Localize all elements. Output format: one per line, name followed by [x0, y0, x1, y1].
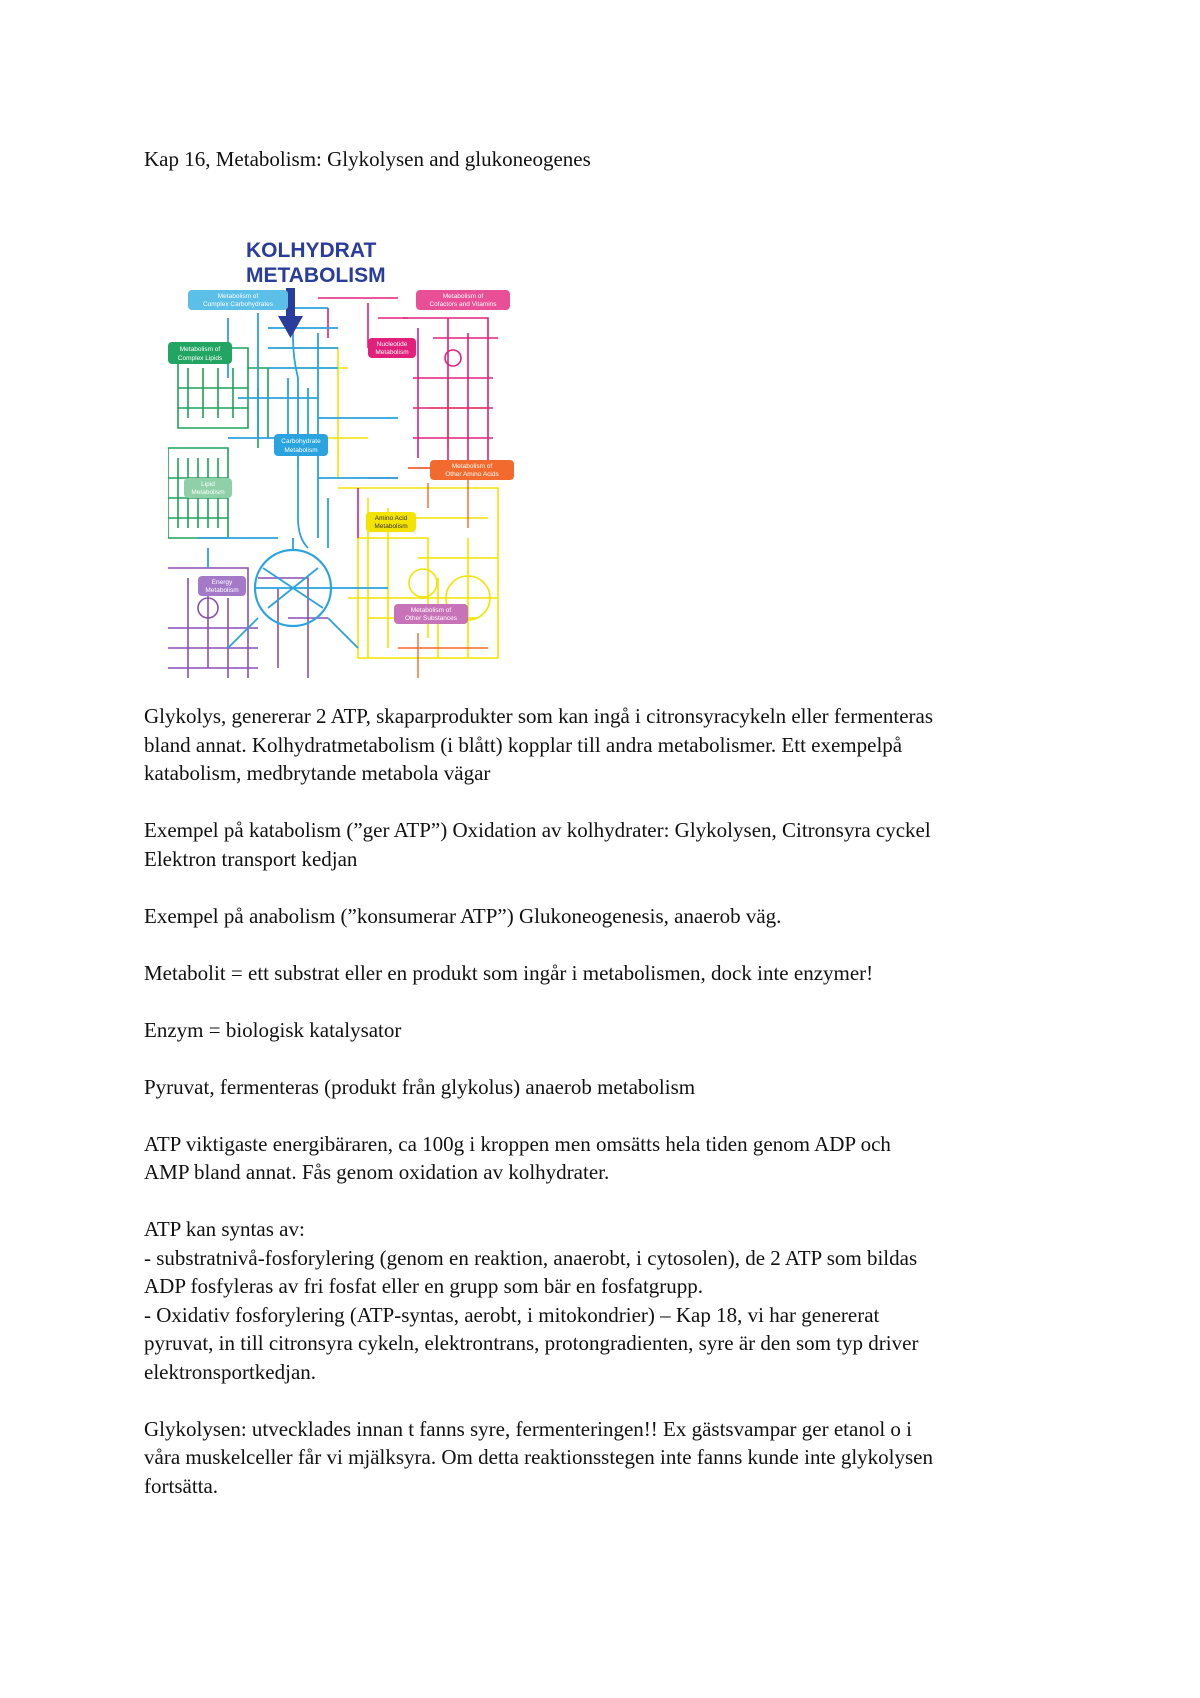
figure-title-line1: KOLHYDRAT [246, 239, 377, 262]
text-line: Elektron transport kedjan [144, 846, 358, 871]
label-other-amino [430, 460, 514, 480]
text-line: pyruvat, in till citronsyra cykeln, elektrontrans, protongradienten, syre är den som typ driver [144, 1331, 919, 1355]
text-line: - Oxidativ fosforylering (ATP-syntas, aerobt, i mitokondrier) – Kap 18, vi har genererat [144, 1302, 880, 1327]
figure-title-line2: METABOLISM [246, 264, 386, 287]
label-nucleotide [368, 338, 416, 358]
paragraph-anabolism [144, 902, 1084, 931]
paragraph-atp-syntes [144, 1215, 1084, 1386]
text-line: Glykolys, genererar 2 ATP, skaparprodukter som kan ingå i citronsyracykeln eller fermenteras [144, 704, 933, 728]
svg-text:Carbohydrate: Carbohydrate [281, 438, 321, 445]
text-line: fortsätta. [144, 1473, 219, 1498]
text-line: Pyruvat, fermenteras (produkt från glykolus) anaerob metabolism [144, 1074, 696, 1099]
text-line: Exempel på anabolism (”konsumerar ATP”) Glukoneogenesis, anaerob väg. [144, 903, 782, 928]
svg-text:Metabolism: Metabolism [284, 447, 318, 454]
text-line: katabolism, medbrytande metabola vägar [144, 761, 491, 785]
metabolism-map-figure [168, 238, 532, 678]
paragraph-enzym [144, 1016, 1084, 1045]
svg-text:Metabolism of: Metabolism of [179, 346, 221, 353]
label-lipid [184, 478, 232, 498]
svg-text:Metabolism of: Metabolism of [217, 293, 259, 300]
paragraph-katabolism [144, 816, 1084, 873]
paragraph-pyruvat [144, 1073, 1084, 1102]
energy-pathways [168, 568, 328, 678]
svg-text:Energy: Energy [211, 579, 233, 586]
document-title: Kap 16, Metabolism: Glykolysen and glukoneogenes [144, 147, 591, 171]
svg-text:Metabolism: Metabolism [205, 587, 239, 594]
metabolism-map [168, 238, 532, 678]
label-energy [198, 576, 246, 596]
svg-text:Metabolism of: Metabolism of [451, 463, 493, 470]
svg-text:Metabolism: Metabolism [191, 489, 225, 496]
label-amino-acid [366, 512, 416, 532]
svg-text:Nucleotide: Nucleotide [376, 341, 408, 348]
text-line: Exempel på katabolism (”ger ATP”) Oxidation av kolhydrater: Glykolysen, Citronsyra cyckel [144, 818, 931, 842]
svg-text:Cofactors and Vitamins: Cofactors and Vitamins [429, 301, 497, 308]
paragraph-glykolys [144, 702, 1084, 788]
text-line: Glykolysen: utvecklades innan t fanns syre, fermenteringen!! Ex gästsvampar ger etanol o i [144, 1416, 913, 1441]
text-line: ATP kan syntas av: [144, 1217, 305, 1241]
paragraph-glykolysen [144, 1415, 1084, 1501]
text-line: bland annat. Kolhydratmetabolism (i blått) kopplar till andra metabolismer. Ett exempelpå [144, 732, 903, 757]
svg-text:Metabolism: Metabolism [374, 523, 408, 530]
text-line: - substratnivå-fosforylering (genom en reaktion, anaerobt, i cytosolen), de 2 ATP som bildas [144, 1245, 918, 1270]
label-carbohydrate [274, 434, 328, 456]
text-line: elektronsportkedjan. [144, 1359, 317, 1384]
text-line: Enzym = biologisk katalysator [144, 1017, 402, 1042]
label-cofactors [416, 290, 510, 310]
svg-text:Metabolism: Metabolism [375, 349, 409, 356]
svg-text:Complex Lipids: Complex Lipids [177, 355, 223, 362]
svg-text:Metabolism of: Metabolism of [410, 607, 452, 614]
svg-text:Complex Carbohydrates: Complex Carbohydrates [202, 301, 274, 308]
svg-text:Other Substances: Other Substances [404, 615, 458, 622]
lipid-pathways [168, 348, 268, 538]
svg-text:Other Amino Acids: Other Amino Acids [445, 471, 499, 478]
paragraph-metabolit [144, 959, 1084, 988]
text-line: Metabolit = ett substrat eller en produkt som ingår i metabolismen, dock inte enzymer! [144, 960, 874, 985]
text-line: våra muskelceller får vi mjälksyra. Om detta reaktionsstegen inte fanns kunde inte glykolysen [144, 1445, 934, 1469]
label-complex-carbs [188, 290, 288, 310]
svg-text:Metabolism of: Metabolism of [442, 293, 484, 300]
label-complex-lipids [168, 342, 232, 364]
label-other-substances [394, 604, 468, 624]
svg-text:Amino Acid: Amino Acid [374, 515, 408, 522]
paragraph-atp [144, 1130, 1084, 1187]
text-line: AMP bland annat. Fås genom oxidation av kolhydrater. [144, 1160, 610, 1184]
document-body [144, 702, 1084, 1529]
svg-text:Lipid: Lipid [201, 481, 215, 488]
text-line: ADP fosfyleras av fri fosfat eller en grupp som bär en fosfatgrupp. [144, 1274, 704, 1298]
text-line: ATP viktigaste energibäraren, ca 100g i kroppen men omsätts hela tiden genom ADP och [144, 1131, 891, 1156]
